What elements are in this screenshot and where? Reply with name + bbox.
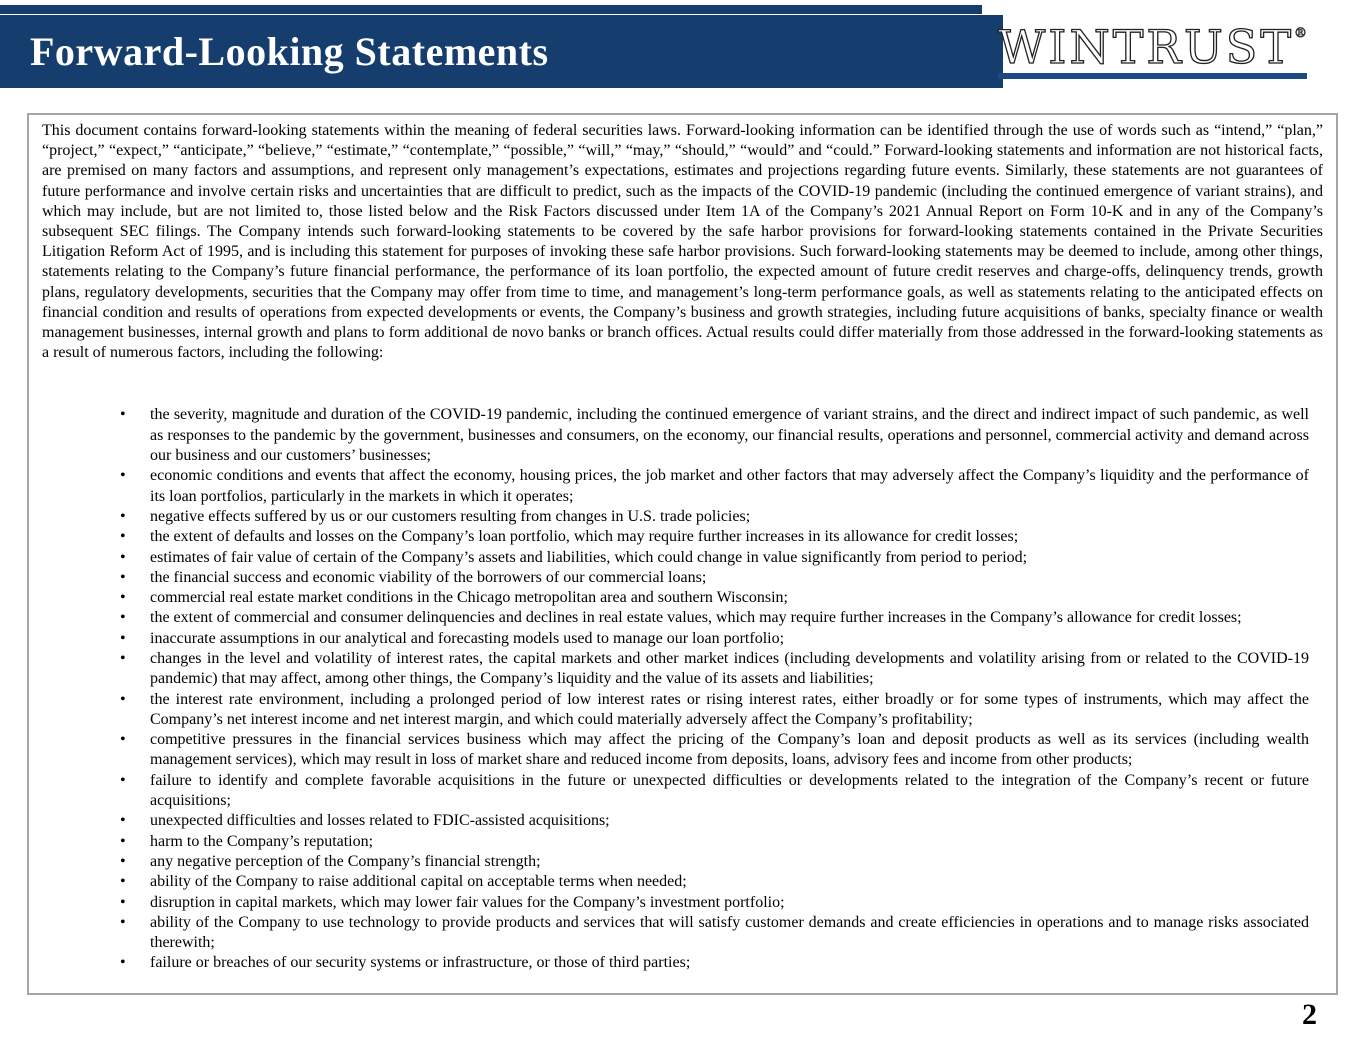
bullet-marker: • (120, 507, 126, 525)
bullet-item (120, 466, 1309, 507)
bullet-item (120, 568, 1309, 588)
bullet-text: unexpected difficulties and losses related to FDIC-assisted acquisitions; (150, 812, 610, 830)
bullet-marker: • (120, 852, 126, 870)
bullet-item (120, 608, 1309, 628)
bullet-text: negative effects suffered by us or our customers resulting from changes in U.S. trade policies; (150, 507, 751, 525)
bullet-item (120, 893, 1309, 913)
bullet-marker: • (120, 406, 126, 424)
bullet-item (120, 832, 1309, 852)
bullet-item (120, 811, 1309, 831)
bullet-text: competitive pressures in the financial services business which may affect the pricing of the Company’s loan and deposit products as well as its services (including wealth management services), which may result in loss of market share and reduced income from deposits, loans, advisory fees and income from other products; (150, 731, 1309, 769)
bullet-marker: • (120, 589, 126, 607)
bullet-marker: • (120, 528, 126, 546)
bullet-text: disruption in capital markets, which may lower fair values for the Company’s investment portfolio; (150, 893, 785, 911)
bullet-text: economic conditions and events that affect the economy, housing prices, the job market and other factors that may adversely affect the Company’s liquidity and the performance of its loan portfolios, particularly in the markets in which it operates; (150, 467, 1309, 505)
bullet-item (120, 405, 1309, 466)
bullet-text: inaccurate assumptions in our analytical and forecasting models used to manage our loan portfolio; (150, 629, 785, 647)
bullet-marker: • (120, 650, 126, 667)
bullet-list (42, 405, 1323, 973)
bullet-text: failure to identify and complete favorable acquisitions in the future or unexpected difficulties or developments related to the integration of the Company’s recent or future acquisitions; (150, 771, 1309, 810)
bullet-item (120, 527, 1309, 547)
bullet-text: the extent of commercial and consumer delinquencies and declines in real estate values, which may require further increases in the Company’s allowance for credit losses; (150, 609, 1242, 627)
bullet-item (120, 548, 1309, 568)
bullet-item (120, 852, 1309, 872)
bullet-text: any negative perception of the Company’s financial strength; (150, 852, 541, 870)
bullet-marker: • (120, 771, 126, 789)
bullet-marker: • (120, 731, 126, 749)
bullet-marker: • (120, 873, 126, 891)
bullet-text: the interest rate environment, including a prolonged period of low interest rates or rising interest rates, either broadly or for some types of instruments, which may affect the Company’s net interest income and net interest margin, and which could materially adversely affect the Company’s profitability; (150, 690, 1309, 728)
registered-trademark-symbol: ® (1294, 26, 1307, 41)
bullet-marker: • (120, 812, 126, 830)
bullet-item (120, 690, 1309, 731)
bullet-text: failure or breaches of our security systems or infrastructure, or those of third parties; (150, 954, 691, 972)
bullet-item (120, 507, 1309, 527)
bullet-text: changes in the level and volatility of interest rates, the capital markets and other market indices (including developments and volatility arising from or related to the COVID-19 pandemic) that may affect, among other things, the Company’s liquidity and the value of its assets and liabilities; (150, 650, 1309, 688)
bullet-text: estimates of fair value of certain of the Company’s assets and liabilities, which could change in value significantly from period to period; (150, 548, 1028, 566)
bullet-text: the extent of defaults and losses on the Company’s loan portfolio, which may require further increases in its allowance for credit losses; (150, 528, 1019, 546)
bullet-text: commercial real estate market conditions in the Chicago metropolitan area and southern Wisconsin; (150, 589, 788, 607)
bullet-marker: • (120, 690, 126, 708)
page-number: 2 (1302, 998, 1317, 1031)
bullet-marker: • (120, 832, 126, 850)
page-title: Forward-Looking Statements (30, 29, 549, 74)
bullet-marker: • (120, 568, 126, 586)
wintrust-wordmark: WINTRUST® (998, 20, 1307, 74)
bullet-item (120, 872, 1309, 892)
bullet-text: ability of the Company to raise additional capital on acceptable terms when needed; (150, 873, 687, 891)
top-accent-bar (0, 5, 982, 14)
intro-paragraph: This document contains forward-looking statements within the meaning of federal securities laws. Forward-looking information can be identified through the use of words such as “intend,” “plan,” “project,” “expect,” “anticipate,” “believe,” “estimate,” “contemplate,” “possible,” “will,” “may,” “should,” “would” and “could.” Forward-looking statements and information are not historical facts, are premised on many factors and assumptions, and represent only management’s expectations, estimates and projections regarding future events. Similarly, these statements are not guarantees of future performance and involve certain risks and uncertainties that are difficult to predict, such as the impacts of the COVID-19 pandemic (including the continued emergence of variant strains), and which may include, but are not limited to, those listed below and the Risk Factors discussed under Item 1A of the Company’s 2021 Annual Report on Form 10-K and in any of the Company’s subsequent SEC filings. The Company intends such forward-looking statements to be covered by the safe harbor provisions for forward-looking statements contained in the Private Securities Litigation Reform Act of 1995, and is including this statement for purposes of invoking these safe harbor provisions. Such forward-looking statements may be deemed to include, among other things, statements relating to the Company’s future financial performance, the performance of its loan portfolio, the expected amount of future credit reserves and charge-offs, delinquency trends, growth plans, regulatory developments, securities that the Company may offer from time to time, and management’s long-term performance goals, as well as statements relating to the anticipated effects on financial condition and results of operations from expected developments or events, the Company’s business and growth strategies, including future acquisitions of banks, specialty finance or wealth management businesses, internal growth and plans to form additional de novo banks or branch offices. Actual results could differ materially from those addressed in the forward-looking statements as a result of numerous factors, including the following: (42, 122, 1323, 362)
bullet-text: the financial success and economic viability of the borrowers of our commercial loans; (150, 568, 707, 586)
bullet-marker: • (120, 467, 126, 485)
title-bar (0, 15, 1003, 88)
bullet-marker: • (120, 609, 126, 627)
bullet-marker: • (120, 629, 126, 647)
bullet-item (120, 629, 1309, 649)
bullet-item (120, 953, 1309, 973)
bullet-marker: • (120, 913, 126, 931)
wintrust-logo (998, 20, 1307, 79)
bullet-marker: • (120, 893, 126, 911)
bullet-marker: • (120, 548, 126, 566)
bullet-text: the severity, magnitude and duration of the COVID-19 pandemic, including the continued emergence of variant strains, and the direct and indirect impact of such pandemic, as well as responses to the pandemic by the government, businesses and consumers, on the economy, our financial results, operations and personnel, commercial activity and demand across our business and our customers’ businesses; (150, 406, 1309, 465)
bullet-item (120, 588, 1309, 608)
bullet-text: harm to the Company’s reputation; (150, 832, 374, 850)
bullet-marker: • (120, 954, 126, 972)
bullet-item (120, 913, 1309, 954)
bullet-item (120, 649, 1309, 690)
content-box (27, 113, 1338, 995)
bullet-text: ability of the Company to use technology to provide products and services that will satisfy customer demands and create efficiencies in operations and to manage risks associated therewith; (150, 913, 1309, 952)
bullet-item (120, 771, 1309, 812)
bullet-item (120, 730, 1309, 771)
